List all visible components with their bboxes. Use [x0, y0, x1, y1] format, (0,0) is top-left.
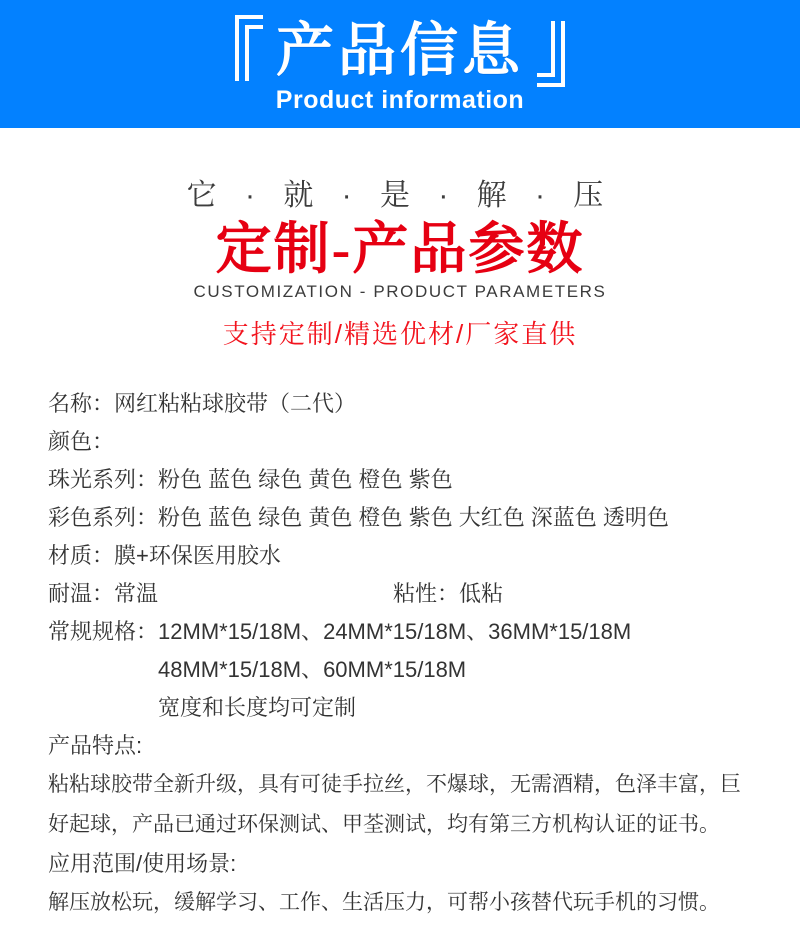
spec-label: 材质： — [48, 543, 115, 568]
spec-row-sizes-line1 — [48, 613, 748, 651]
features-heading: 产品特点: — [48, 733, 143, 758]
usage-body: 解压放松玩，缓解学习、工作、生活压力，可帮小孩替代玩手机的习惯。 — [48, 891, 720, 914]
spec-row-pearl-series — [48, 461, 748, 499]
spec-row-sizes-line2 — [48, 651, 748, 689]
temperature-value: 常温 — [114, 581, 159, 606]
spec-label: 彩色系列： — [48, 505, 159, 530]
viscosity-value: 低粘 — [459, 581, 504, 606]
spec-value: 粉色 蓝色 绿色 黄色 橙色 紫色 — [158, 467, 453, 492]
hero-title: 定制-产品参数 — [215, 219, 585, 281]
spec-label: 名称： — [48, 391, 115, 416]
spec-value: 膜+环保医用胶水 — [114, 543, 281, 568]
spec-list — [48, 385, 748, 727]
spec-row-material — [48, 537, 748, 575]
temperature-label: 耐温： — [48, 581, 115, 606]
spec-row-sizes-note — [48, 689, 748, 727]
sizes-note: 宽度和长度均可定制 — [158, 695, 357, 720]
sizes-values-1: 12MM*15/18M、24MM*15/18M、36MM*15/18M — [158, 619, 632, 644]
spec-row-name — [48, 385, 748, 423]
usage-heading: 应用范围/使用场景: — [48, 851, 237, 876]
spec-row-temperature-viscosity — [48, 575, 748, 613]
viscosity-label: 粘性： — [393, 581, 460, 606]
viscosity-pair — [393, 575, 503, 613]
banner — [0, 0, 800, 128]
hero-subtitle-en: CUSTOMIZATION - PRODUCT PARAMETERS — [193, 282, 607, 301]
banner-subtitle: Product information — [275, 85, 525, 114]
left-corner-bracket-icon — [235, 15, 260, 77]
spec-label: 珠光系列： — [48, 467, 159, 492]
features-section — [48, 727, 748, 845]
hero-slogan: 支持定制/精选优材/厂家直供 — [222, 319, 578, 349]
sizes-label: 常规规格： — [48, 619, 159, 644]
banner-title: 产品信息 — [275, 17, 524, 83]
spec-value: 粉色 蓝色 绿色 黄色 橙色 紫色 大红色 深蓝色 透明色 — [158, 505, 669, 530]
spec-row-colorful-series — [48, 499, 748, 537]
spec-label: 颜色： — [48, 429, 115, 454]
spec-value: 网红粘粘球胶带（二代） — [114, 391, 357, 416]
usage-section — [48, 845, 748, 923]
tagline: 它 · 就 · 是 · 解 · 压 — [186, 179, 614, 212]
banner-title-row — [235, 17, 565, 83]
hero-section — [0, 170, 800, 351]
right-corner-bracket-icon — [540, 25, 565, 87]
sizes-values-2: 48MM*15/18M、60MM*15/18M — [158, 657, 467, 682]
spec-row-color — [48, 423, 748, 461]
features-body: 粘粘球胶带全新升级，具有可徒手拉丝，不爆球，无需酒精，色泽丰富，巨好起球，产品已通过环保测试、甲荃测试，均有第三方机构认证的证书。 — [48, 773, 741, 836]
